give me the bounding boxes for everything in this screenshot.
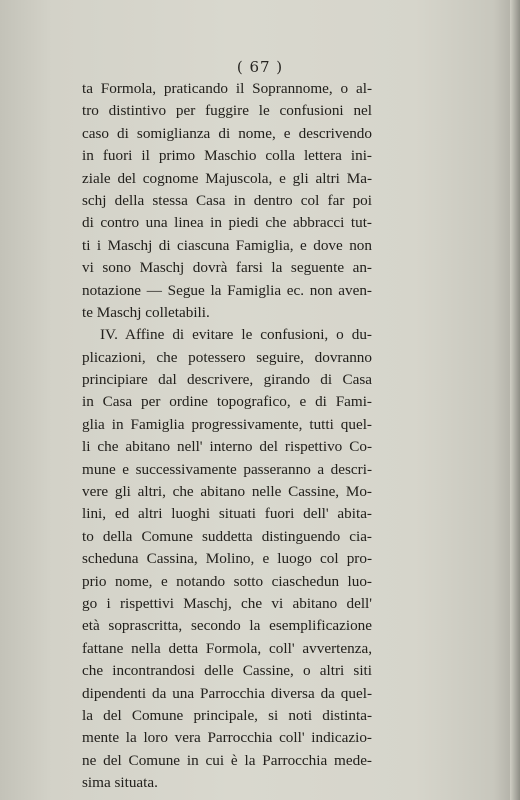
text-line: mente la loro vera Parrocchia coll' indicazio- [82, 729, 372, 747]
text-line: in fuori il primo Maschio colla lettera ini- [82, 147, 372, 165]
text-line: dipendenti da una Parrocchia diversa da quel- [82, 684, 372, 702]
text-line: lini, ed altri luoghi situati fuori dell' abita- [82, 505, 372, 523]
text-line: tro distintivo per fuggire le confusioni nel [82, 102, 372, 120]
text-line: IV. Affine di evitare le confusioni, o du- [100, 326, 372, 344]
text-line: sima situata. [82, 774, 158, 792]
body-text [82, 78, 372, 795]
text-line: prio nome, e notando sotto ciaschedun luo- [82, 572, 372, 590]
paragraph-2 [82, 324, 372, 794]
page-number: ( 67 ) [236, 58, 284, 76]
text-line: notazione — Segue la Famiglia ec. non aven- [82, 281, 372, 299]
text-line: te Maschj colletabili. [82, 303, 210, 321]
text-line: di contro una linea in piedi che abbracci tut- [82, 214, 372, 232]
text-line: caso di somiglianza di nome, e descrivendo [82, 124, 372, 142]
text-line: vere gli altri, che abitano nelle Cassine, Mo- [82, 483, 372, 501]
text-line: mune e successivamente passeranno a descri- [82, 460, 372, 478]
text-line: in Casa per ordine topografico, e di Fami- [82, 393, 372, 411]
text-line: glia in Famiglia progressivamente, tutti quel- [82, 415, 372, 433]
text-line: la del Comune principale, si noti distinta- [82, 706, 372, 724]
text-line: età soprascritta, secondo la esemplificazione [82, 617, 372, 635]
text-line: vi sono Maschj dovrà farsi la seguente an- [82, 259, 372, 277]
text-line: che incontrandosi delle Cassine, o altri siti [82, 662, 372, 680]
text-line: go i rispettivi Maschj, che vi abitano dell' [82, 594, 372, 612]
page-edge-shadow [510, 0, 520, 800]
text-line: ta Formola, praticando il Soprannome, o al- [82, 80, 372, 97]
text-line: scheduna Cassina, Molino, e luogo col pro- [82, 550, 372, 568]
paragraph-1 [82, 78, 372, 324]
text-line: ne del Comune in cui è la Parrocchia mede- [82, 751, 372, 769]
text-line: ti i Maschj di ciascuna Famiglia, e dove non [82, 236, 372, 254]
text-line: fattane nella detta Formola, coll' avvertenza, [82, 639, 372, 657]
text-line: li che abitano nell' interno del rispettivo Co- [82, 438, 372, 456]
text-line: to della Comune suddetta distinguendo cia- [82, 527, 372, 545]
text-line: ziale del cognome Majuscola, e gli altri Ma- [82, 169, 372, 187]
text-line: plicazioni, che potessero seguire, dovranno [82, 348, 372, 366]
text-line: principiare dal descrivere, girando di Casa [82, 371, 372, 389]
text-line: schj della stessa Casa in dentro col far poi [82, 191, 372, 209]
